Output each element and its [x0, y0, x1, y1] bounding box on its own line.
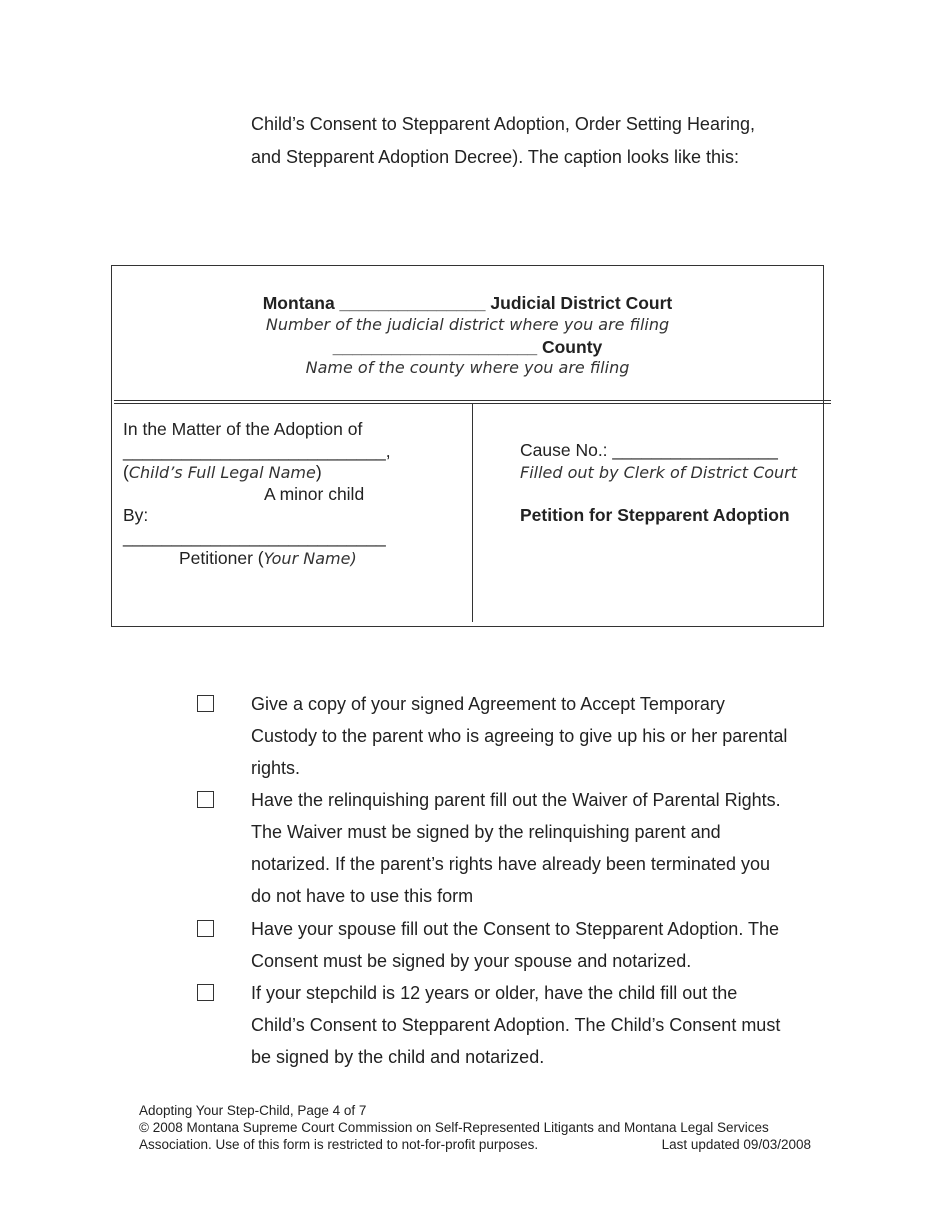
caption-column-divider — [472, 404, 473, 622]
checklist-item — [251, 913, 821, 977]
petition-title: Petition for Stepparent Adoption — [520, 504, 790, 525]
item-line: Have your spouse fill out the Consent to Stepparent Adoption. The — [251, 919, 780, 939]
court-prefix: Montana _______________ — [262, 293, 486, 313]
item-line: Give a copy of your signed Agreement to Accept Temporary — [251, 694, 725, 714]
checkbox[interactable] — [197, 984, 214, 1001]
intro-line-2: and Stepparent Adoption Decree). The caption looks like this: — [251, 147, 739, 167]
item-line: If your stepchild is 12 years or older, have the child fill out the — [251, 983, 738, 1003]
petitioner-line — [123, 548, 423, 570]
item-line: notarized. If the parent’s rights have already been terminated you — [251, 854, 770, 874]
item-line: Child’s Consent to Stepparent Adoption. The Child’s Consent must — [251, 1015, 781, 1035]
checkbox[interactable] — [197, 695, 214, 712]
clerk-hint: Filled out by Clerk of District Court — [520, 462, 798, 482]
footer-terms-line — [139, 1136, 811, 1153]
caption-right-column — [520, 440, 820, 526]
footer-terms: Association. Use of this form is restricted to not-for-profit purposes. — [139, 1137, 539, 1152]
cause-number: Cause No.: _________________ — [520, 440, 778, 460]
by-label: By: — [123, 505, 149, 525]
petitioner-blank: ___________________________ — [123, 526, 386, 547]
checkbox[interactable] — [197, 791, 214, 808]
matter-line: In the Matter of the Adoption of — [123, 419, 363, 439]
page-footer — [139, 1102, 811, 1153]
checklist-item — [251, 784, 821, 912]
petitioner-hint: Your Name) — [263, 549, 357, 568]
county-line — [112, 337, 823, 358]
county-label: County — [541, 337, 603, 357]
intro-paragraph — [251, 108, 811, 174]
footer-page: Adopting Your Step-Child, Page 4 of 7 — [139, 1103, 367, 1118]
child-hint-open: ( — [123, 462, 129, 482]
district-hint: Number of the judicial district where you are filing — [265, 315, 670, 334]
item-line: rights. — [251, 758, 301, 778]
item-line: Consent must be signed by your spouse and notarized. — [251, 951, 692, 971]
item-line: be signed by the child and notarized. — [251, 1047, 545, 1067]
checklist-item — [251, 688, 821, 784]
child-hint-close: ) — [315, 462, 322, 482]
caption-divider — [114, 400, 831, 401]
checkbox[interactable] — [197, 920, 214, 937]
county-blank: _____________________ — [332, 337, 538, 357]
item-line: do not have to use this form — [251, 886, 474, 906]
footer-copyright: © 2008 Montana Supreme Court Commission on Self-Represented Litigants and Montana Legal Services — [139, 1120, 769, 1135]
court-suffix: Judicial District Court — [490, 293, 673, 313]
court-line — [112, 293, 823, 314]
checklist-item — [251, 977, 821, 1073]
minor-child-label: A minor child — [264, 483, 365, 504]
county-hint: Name of the county where you are filing — [305, 358, 630, 377]
child-name-blank: ___________________________, — [123, 440, 391, 461]
caption-box — [111, 265, 824, 627]
petitioner-label: Petitioner ( — [179, 548, 264, 568]
item-line: Have the relinquishing parent fill out the Waiver of Parental Rights. — [251, 790, 781, 810]
footer-updated: Last updated 09/03/2008 — [661, 1137, 811, 1152]
item-line: Custody to the parent who is agreeing to give up his or her parental — [251, 726, 788, 746]
intro-line-1: Child’s Consent to Stepparent Adoption, Order Setting Hearing, — [251, 114, 755, 134]
child-name-hint — [123, 462, 423, 484]
caption-left-column — [123, 419, 423, 570]
item-line: The Waiver must be signed by the relinquishing parent and — [251, 822, 721, 842]
child-hint-text: Child’s Full Legal Name — [128, 463, 316, 482]
